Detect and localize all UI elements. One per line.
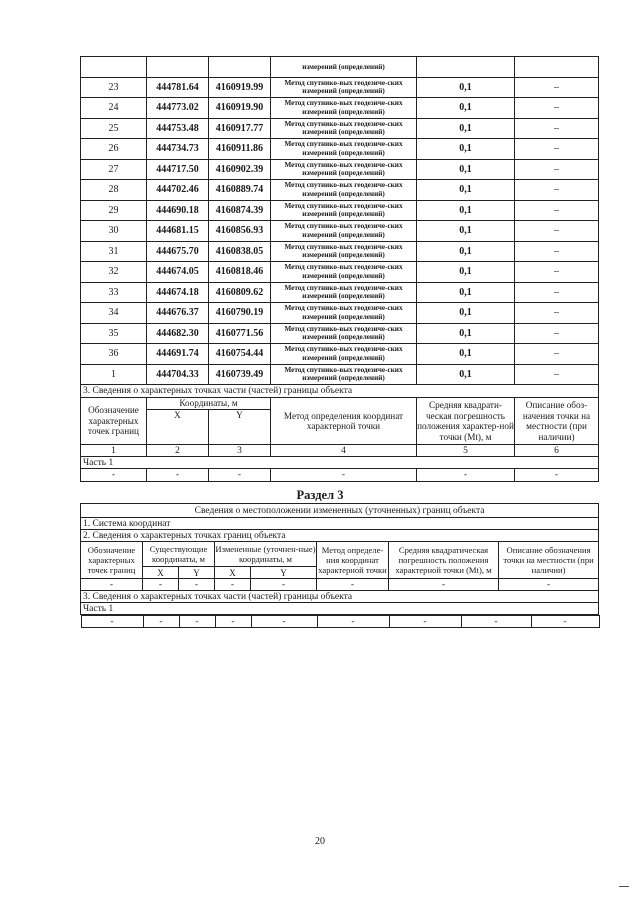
table-row bbox=[81, 159, 599, 180]
method-line-2: измерений (определений) bbox=[302, 169, 385, 178]
method-line-2: измерений (определений) bbox=[302, 107, 385, 116]
cell-method bbox=[271, 180, 417, 201]
dash-cell: - bbox=[271, 469, 417, 482]
cell-method bbox=[271, 77, 417, 98]
header-accuracy: Средняя квадрати-ческая погрешность положения характер-ной точки (Мt), м bbox=[417, 398, 515, 445]
dash-cell: - bbox=[317, 616, 389, 628]
method-line-1: Метод спутнико-вых геодезиче-ских bbox=[284, 242, 403, 251]
method-line-2: измерений (определений) bbox=[302, 312, 385, 321]
cell-method bbox=[271, 262, 417, 283]
scan-mark bbox=[619, 886, 629, 887]
cell-number: 27 bbox=[81, 159, 147, 180]
coord-system-label: 1. Система координат bbox=[81, 518, 599, 530]
cell-method bbox=[271, 139, 417, 160]
cell-description: – bbox=[515, 159, 599, 180]
cell-y: 4160902.39 bbox=[209, 159, 271, 180]
dash-cell: - bbox=[389, 579, 499, 591]
cell-accuracy: 0,1 bbox=[417, 262, 515, 283]
cell-number bbox=[81, 57, 147, 78]
header-x: X bbox=[143, 567, 179, 579]
cell-description: – bbox=[515, 221, 599, 242]
table-row bbox=[81, 98, 599, 119]
method-line-2: измерений (определений) bbox=[302, 353, 385, 362]
method-line-1: Метод спутнико-вых геодезиче-ских bbox=[284, 99, 403, 108]
cell-x: 444690.18 bbox=[147, 200, 209, 221]
cell-accuracy bbox=[417, 57, 515, 78]
table-row bbox=[81, 282, 599, 303]
header-y: Y bbox=[251, 567, 317, 579]
cell-description: – bbox=[515, 118, 599, 139]
cell-y: 4160818.46 bbox=[209, 262, 271, 283]
method-line-1: Метод спутнико-вых геодезиче-ских bbox=[284, 304, 403, 313]
cell-description: – bbox=[515, 139, 599, 160]
column-number: 6 bbox=[515, 445, 599, 457]
header-y: Y bbox=[209, 409, 271, 445]
cell-number: 36 bbox=[81, 344, 147, 365]
method-line-1: Метод спутнико-вых геодезиче-ских bbox=[284, 160, 403, 169]
cell-method bbox=[271, 118, 417, 139]
method-line-2: измерений (определений) bbox=[302, 230, 385, 239]
cell-accuracy: 0,1 bbox=[417, 139, 515, 160]
cell-accuracy: 0,1 bbox=[417, 200, 515, 221]
cell-y: 4160809.62 bbox=[209, 282, 271, 303]
cell-accuracy: 0,1 bbox=[417, 98, 515, 119]
cell-y: 4160838.05 bbox=[209, 241, 271, 262]
cell-x: 444674.05 bbox=[147, 262, 209, 283]
cell-number: 31 bbox=[81, 241, 147, 262]
header-x: X bbox=[147, 409, 209, 445]
table-row bbox=[81, 139, 599, 160]
cell-description: – bbox=[515, 200, 599, 221]
header-coordinates: Координаты, м bbox=[147, 398, 271, 410]
cell-number: 29 bbox=[81, 200, 147, 221]
part-label: Часть 1 bbox=[81, 457, 599, 469]
method-line-1: Метод спутнико-вых геодезиче-ских bbox=[284, 345, 403, 354]
cell-method bbox=[271, 344, 417, 365]
method-line-2: измерений (определений) bbox=[302, 271, 385, 280]
header-method: Метод определе-ния координат характерной точки bbox=[317, 542, 389, 579]
changed-boundaries-table bbox=[80, 503, 599, 628]
cell-x: 444704.33 bbox=[147, 364, 209, 385]
table-row-continuation bbox=[81, 57, 599, 78]
dash-cell: - bbox=[251, 616, 317, 628]
cell-number: 24 bbox=[81, 98, 147, 119]
dash-cell: - bbox=[143, 579, 179, 591]
header-y: Y bbox=[179, 567, 215, 579]
method-line-2: измерений (определений) bbox=[302, 210, 385, 219]
column-number-row bbox=[81, 445, 599, 457]
table-row bbox=[81, 221, 599, 242]
section3-title: 3. Сведения о характерных точках части (частей) границы объекта bbox=[81, 591, 599, 603]
header-existing: Существующие координаты, м bbox=[143, 542, 215, 567]
cell-method bbox=[271, 98, 417, 119]
cell-method bbox=[271, 303, 417, 324]
cell-y: 4160754.44 bbox=[209, 344, 271, 365]
dash-cell: - bbox=[179, 579, 215, 591]
cell-method bbox=[271, 282, 417, 303]
dash-cell: - bbox=[81, 616, 143, 628]
dash-cell: - bbox=[215, 616, 251, 628]
cell-description: – bbox=[515, 364, 599, 385]
cell-description: – bbox=[515, 180, 599, 201]
cell-accuracy: 0,1 bbox=[417, 364, 515, 385]
header-x: X bbox=[215, 567, 251, 579]
dash-cell: - bbox=[531, 616, 599, 628]
coord-system-row bbox=[81, 518, 599, 530]
header-description: Описание обозначения точки на местности (при наличии) bbox=[499, 542, 599, 579]
table-row bbox=[81, 364, 599, 385]
dash-cell: - bbox=[209, 469, 271, 482]
cell-number: 30 bbox=[81, 221, 147, 242]
dash-cell: - bbox=[317, 579, 389, 591]
table-row bbox=[81, 344, 599, 365]
cell-number: 28 bbox=[81, 180, 147, 201]
header-accuracy: Средняя квадратическая погрешность положения характерной точки (Мt), м bbox=[389, 542, 499, 579]
cell-x: 444682.30 bbox=[147, 323, 209, 344]
header-row bbox=[81, 542, 599, 567]
header-changed: Измененные (уточнен-ные) координаты, м bbox=[215, 542, 317, 567]
cell-accuracy: 0,1 bbox=[417, 303, 515, 324]
cell-y: 4160919.99 bbox=[209, 77, 271, 98]
cell-x: 444681.15 bbox=[147, 221, 209, 242]
cell-accuracy: 0,1 bbox=[417, 221, 515, 242]
cell-method bbox=[271, 241, 417, 262]
method-line-1: Метод спутнико-вых геодезиче-ских bbox=[284, 181, 403, 190]
dash-cell: - bbox=[251, 579, 317, 591]
method-line-1: Метод спутнико-вых геодезиче-ских bbox=[284, 222, 403, 231]
dash-cell: - bbox=[461, 616, 531, 628]
empty-data-row bbox=[81, 615, 599, 629]
column-number: 4 bbox=[271, 445, 417, 457]
cell-y: 4160790.19 bbox=[209, 303, 271, 324]
cell-description: – bbox=[515, 344, 599, 365]
method-line-1: Метод спутнико-вых геодезиче-ских bbox=[284, 78, 403, 87]
cell-number: 1 bbox=[81, 364, 147, 385]
cell-x: 444734.73 bbox=[147, 139, 209, 160]
cell-method bbox=[271, 221, 417, 242]
dash-cell: - bbox=[143, 616, 179, 628]
cell-x: 444717.50 bbox=[147, 159, 209, 180]
table-title-row bbox=[81, 504, 599, 518]
header-row bbox=[81, 398, 599, 410]
cell-y: 4160739.49 bbox=[209, 364, 271, 385]
cell-y: 4160911.86 bbox=[209, 139, 271, 160]
dash-cell: - bbox=[81, 469, 147, 482]
cell-accuracy: 0,1 bbox=[417, 159, 515, 180]
cell-method bbox=[271, 364, 417, 385]
section3-title-row bbox=[81, 385, 599, 398]
dash-cell: - bbox=[499, 579, 599, 591]
cell-x: 444691.74 bbox=[147, 344, 209, 365]
table-row bbox=[81, 303, 599, 324]
method-line-1: Метод спутнико-вых геодезиче-ских bbox=[284, 263, 403, 272]
cell-y: 4160917.77 bbox=[209, 118, 271, 139]
table-row bbox=[81, 323, 599, 344]
method-line-2: измерений (определений) bbox=[302, 333, 385, 342]
cell-x: 444753.48 bbox=[147, 118, 209, 139]
cell-y bbox=[209, 57, 271, 78]
cell-y: 4160856.93 bbox=[209, 221, 271, 242]
header-method: Метод определения координат характерной точки bbox=[271, 398, 417, 445]
cell-number: 34 bbox=[81, 303, 147, 324]
method-line-1: Метод спутнико-вых геодезиче-ских bbox=[284, 201, 403, 210]
cell-accuracy: 0,1 bbox=[417, 323, 515, 344]
cell-x bbox=[147, 57, 209, 78]
column-number: 5 bbox=[417, 445, 515, 457]
table-row bbox=[81, 77, 599, 98]
method-line-2: измерений (определений) bbox=[302, 128, 385, 137]
cell-description: – bbox=[515, 98, 599, 119]
table-row bbox=[81, 241, 599, 262]
cell-description: – bbox=[515, 323, 599, 344]
cell-number: 25 bbox=[81, 118, 147, 139]
cell-x: 444702.46 bbox=[147, 180, 209, 201]
column-number: 3 bbox=[209, 445, 271, 457]
part-row bbox=[81, 603, 599, 615]
coordinates-table bbox=[80, 56, 599, 482]
points-title-row bbox=[81, 530, 599, 542]
section3-row bbox=[81, 591, 599, 603]
cell-y: 4160874.39 bbox=[209, 200, 271, 221]
cell-accuracy: 0,1 bbox=[417, 344, 515, 365]
header-designation: Обозначение характерных точек границ bbox=[81, 542, 143, 579]
cell-y: 4160771.56 bbox=[209, 323, 271, 344]
part-label: Часть 1 bbox=[81, 603, 599, 615]
cell-method: измерений (определений) bbox=[271, 57, 417, 78]
cell-number: 23 bbox=[81, 77, 147, 98]
dash-cell: - bbox=[389, 616, 461, 628]
method-line-2: измерений (определений) bbox=[302, 292, 385, 301]
section-title: Раздел 3 bbox=[296, 488, 344, 502]
method-line-1: Метод спутнико-вых геодезиче-ских bbox=[284, 119, 403, 128]
cell-x: 444773.02 bbox=[147, 98, 209, 119]
table-row bbox=[81, 200, 599, 221]
cell-description: – bbox=[515, 262, 599, 283]
cell-y: 4160889.74 bbox=[209, 180, 271, 201]
column-number: 1 bbox=[81, 445, 147, 457]
cell-accuracy: 0,1 bbox=[417, 180, 515, 201]
cell-description: – bbox=[515, 77, 599, 98]
cell-accuracy: 0,1 bbox=[417, 77, 515, 98]
cell-number: 32 bbox=[81, 262, 147, 283]
page-number: 20 bbox=[315, 836, 325, 847]
cell-method bbox=[271, 159, 417, 180]
empty-data-row bbox=[81, 579, 599, 591]
part-dash-table bbox=[81, 615, 600, 628]
cell-number: 33 bbox=[81, 282, 147, 303]
method-line-1: Метод спутнико-вых геодезиче-ских bbox=[284, 140, 403, 149]
dash-cell: - bbox=[417, 469, 515, 482]
cell-x: 444675.70 bbox=[147, 241, 209, 262]
cell-method bbox=[271, 323, 417, 344]
table-title: Сведения о местоположении измененных (уточненных) границ объекта bbox=[81, 504, 599, 518]
table-row bbox=[81, 118, 599, 139]
cell-x: 444674.18 bbox=[147, 282, 209, 303]
header-description: Описание обоз-начения точки на местности (при наличии) bbox=[515, 398, 599, 445]
points-title: 2. Сведения о характерных точках границ объекта bbox=[81, 530, 599, 542]
method-line-2: измерений (определений) bbox=[302, 251, 385, 260]
dash-cell: - bbox=[147, 469, 209, 482]
cell-description bbox=[515, 57, 599, 78]
method-line-1: Метод спутнико-вых геодезиче-ских bbox=[284, 365, 403, 374]
cell-method bbox=[271, 200, 417, 221]
method-line-2: измерений (определений) bbox=[302, 148, 385, 157]
method-line-2: измерений (определений) bbox=[302, 87, 385, 96]
cell-accuracy: 0,1 bbox=[417, 241, 515, 262]
dash-cell: - bbox=[515, 469, 599, 482]
dash-cell: - bbox=[215, 579, 251, 591]
section3-title: 3. Сведения о характерных точках части (частей) границы объекта bbox=[81, 385, 599, 398]
cell-description: – bbox=[515, 282, 599, 303]
cell-description: – bbox=[515, 303, 599, 324]
dash-cell: - bbox=[81, 579, 143, 591]
method-line-1: Метод спутнико-вых геодезиче-ских bbox=[284, 324, 403, 333]
cell-description: – bbox=[515, 241, 599, 262]
cell-x: 444781.64 bbox=[147, 77, 209, 98]
cell-x: 444676.37 bbox=[147, 303, 209, 324]
method-line-1: Метод спутнико-вых геодезиче-ских bbox=[284, 283, 403, 292]
method-line-2: измерений (определений) bbox=[302, 374, 385, 383]
empty-data-row bbox=[81, 469, 599, 482]
table-row bbox=[81, 262, 599, 283]
cell-y: 4160919.90 bbox=[209, 98, 271, 119]
table-row bbox=[81, 180, 599, 201]
column-number: 2 bbox=[147, 445, 209, 457]
cell-number: 35 bbox=[81, 323, 147, 344]
dash-cell: - bbox=[179, 616, 215, 628]
cell-accuracy: 0,1 bbox=[417, 282, 515, 303]
part-row bbox=[81, 457, 599, 469]
cell-number: 26 bbox=[81, 139, 147, 160]
method-line-2: измерений (определений) bbox=[302, 189, 385, 198]
cell-accuracy: 0,1 bbox=[417, 118, 515, 139]
header-designation: Обозначение характерных точек границ bbox=[81, 398, 147, 445]
